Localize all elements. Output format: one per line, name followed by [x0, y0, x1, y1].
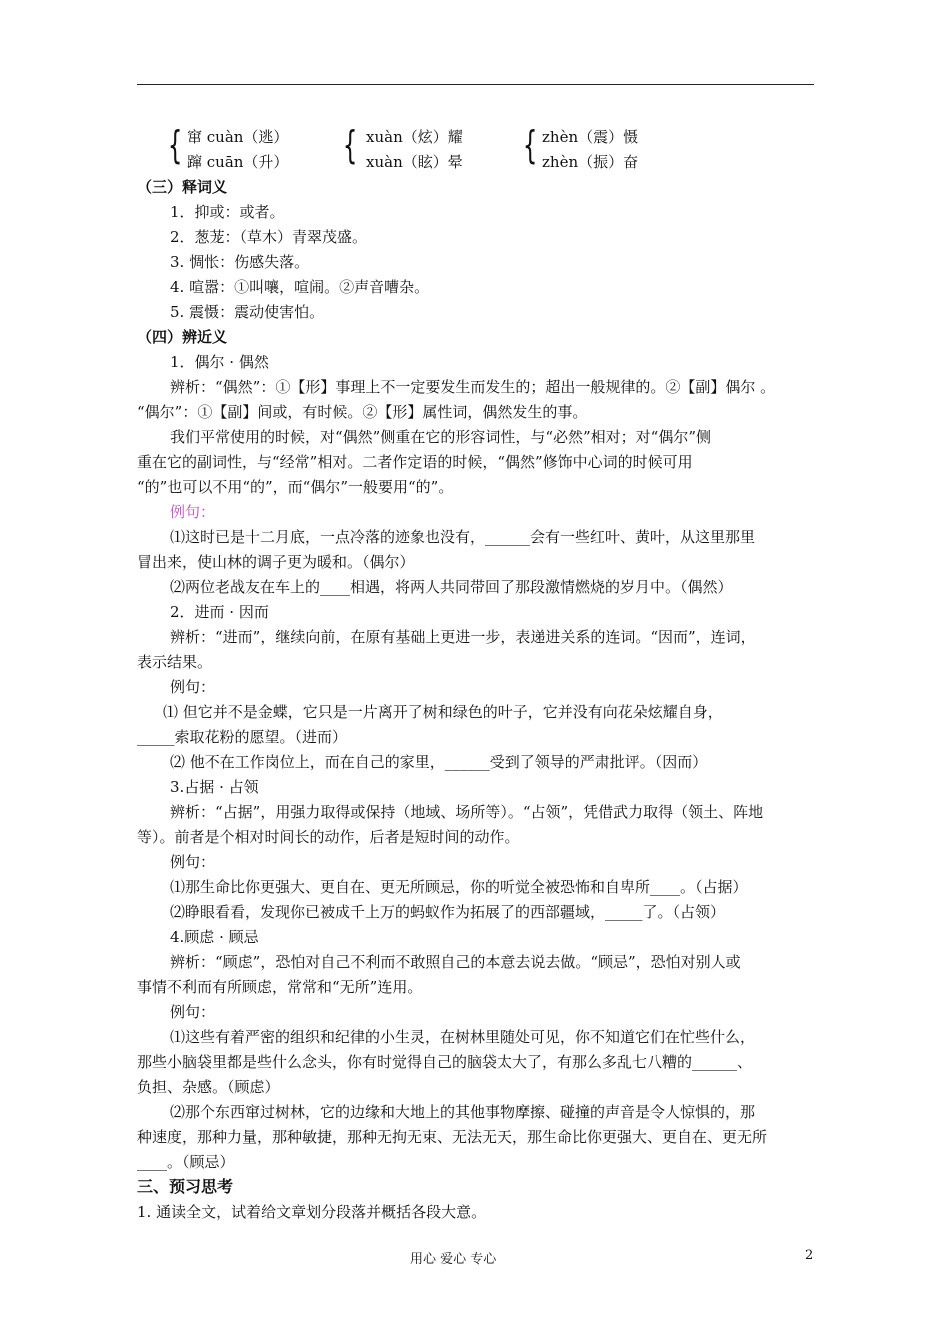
brace-right: {	[522, 123, 538, 167]
brace-left: {	[167, 123, 183, 167]
synonym-pair-title: 1．偶尔 · 偶然	[170, 353, 269, 371]
example-sentence: ⑵睁眼看看，发现你已被成千上万的蚂蚁作为拓展了的西部疆域，_____了。（占领）	[170, 903, 726, 921]
pinyin-group-1-top: 窜 cuàn（逃）	[187, 128, 289, 146]
analysis-line: 辨析：“顾虑”，恐怕对自己不利而不敢照自己的本意去说去做。“顾忌”，恐怕对别人或	[170, 953, 741, 971]
example-sentence: ⑵两位老战友在车上的____相遇，将两人共同带回了那段激情燃烧的岁月中。（偶然）	[170, 578, 733, 596]
example-sentence: ⑴ 但它并不是金蝶，它只是一片离开了树和绿色的叶子，它并没有向花朵炫耀自身，	[163, 703, 723, 721]
pinyin-group-3-top: zhèn（震）慑	[542, 128, 639, 146]
example-sentence: 那些小脑袋里都是些什么念头，你有时觉得自己的脑袋太大了，有那么多乱七八糟的______、	[137, 1053, 753, 1071]
example-sentence: 负担、杂感。（顾虑）	[137, 1078, 280, 1096]
pinyin-group-1-bottom: 蹿 cuān（升）	[187, 153, 289, 171]
example-label: 例句：	[170, 1003, 216, 1021]
analysis-line: 表示结果。	[137, 653, 213, 671]
analysis-line: “偶尔”：①【副】间或，有时候。②【形】属性词，偶然发生的事。	[137, 403, 588, 421]
brace-middle: {	[342, 123, 358, 167]
section-heading-synonyms: （四）辨近义	[137, 328, 228, 346]
example-sentence: ⑵那个东西窜过树林，它的边缘和大地上的其他事物摩擦、碰撞的声音是令人惊惧的，那	[170, 1103, 756, 1121]
example-sentence: 种速度，那种力量，那种敏捷，那种无拘无束、无法无天，那生命比你更强大、更自在、更无所	[137, 1128, 768, 1146]
example-sentence: ⑵ 他不在工作岗位上，而在自己的家里，______受到了领导的严肃批评。（因而）	[170, 753, 708, 771]
example-label: 例句：	[170, 853, 216, 871]
pinyin-group-2-top: xuàn（炫）耀	[366, 128, 463, 146]
header-rule	[137, 84, 814, 85]
pinyin-group-3-bottom: zhèn（振）奋	[542, 153, 639, 171]
example-sentence: ⑴这时已是十二月底，一点冷落的迹象也没有，______会有一些红叶、黄叶，从这里那里	[170, 528, 756, 546]
definition-item: 3. 惆怅：伤感失落。	[170, 253, 310, 271]
definition-item: 2．葱茏：（草木）青翠茂盛。	[170, 228, 368, 246]
example-sentence: 冒出来，使山林的调子更为暖和。（偶尔）	[137, 553, 415, 571]
definition-item: 1．抑或：或者。	[170, 203, 285, 221]
example-label: 例句：	[170, 503, 216, 521]
analysis-line: 我们平常使用的时候，对“偶然”侧重在它的形容词性，与“必然”相对；对“偶尔”侧	[170, 428, 712, 446]
analysis-line: 事情不利而有所顾虑，常常和“无所”连用。	[137, 978, 423, 996]
analysis-line: 辨析：“占据”，用强力取得或保持（地域、场所等）。“占领”，凭借武力取得（领土、阵地	[170, 803, 764, 821]
page-number: 2	[805, 1248, 814, 1263]
example-sentence: ____。（顾忌）	[137, 1153, 235, 1171]
synonym-pair-title: 3.占据 · 占领	[170, 778, 259, 796]
example-sentence: _____索取花粉的愿望。（进而）	[137, 728, 348, 746]
pinyin-group-2-bottom: xuàn（眩）晕	[366, 153, 463, 171]
definition-item: 5. 震慑：震动使害怕。	[170, 303, 325, 321]
analysis-line: 重在它的副词性，与“经常”相对。二者作定语的时候，“偶然”修饰中心词的时候可用	[137, 453, 693, 471]
analysis-line: 等）。前者是个相对时间长的动作，后者是短时间的动作。	[137, 828, 520, 846]
analysis-line: “的”也可以不用“的”，而“偶尔”一般要用“的”。	[137, 478, 454, 496]
analysis-line: 辨析：“进而”，继续向前，在原有基础上更进一步，表递进关系的连词。“因而”，连词，	[170, 628, 756, 646]
synonym-pair-title: 4.顾虑 · 顾忌	[170, 928, 259, 946]
synonym-pair-title: 2．进而 · 因而	[170, 603, 269, 621]
definition-item: 4. 喧嚣：①叫嚷，喧闹。②声音嘈杂。	[170, 278, 430, 296]
part-heading-preview: 三、预习思考	[137, 1177, 234, 1196]
section-heading-explain-words: （三）释词义	[137, 178, 228, 196]
footer-motto: 用心 爱心 专心	[410, 1252, 497, 1267]
preview-question: 1. 通读全文，试着给文章划分段落并概括各段大意。	[137, 1203, 487, 1221]
example-sentence: ⑴这些有着严密的组织和纪律的小生灵，在树林里随处可见，你不知道它们在忙些什么，	[170, 1028, 756, 1046]
example-label: 例句：	[170, 678, 216, 696]
example-sentence: ⑴那生命比你更强大、更自在、更无所顾忌，你的听觉全被恐怖和自卑所____。（占据）	[170, 878, 748, 896]
analysis-line: 辨析：“偶然”：①【形】事理上不一定要发生而发生的；超出一般规律的。②【副】偶尔 。	[170, 378, 776, 396]
